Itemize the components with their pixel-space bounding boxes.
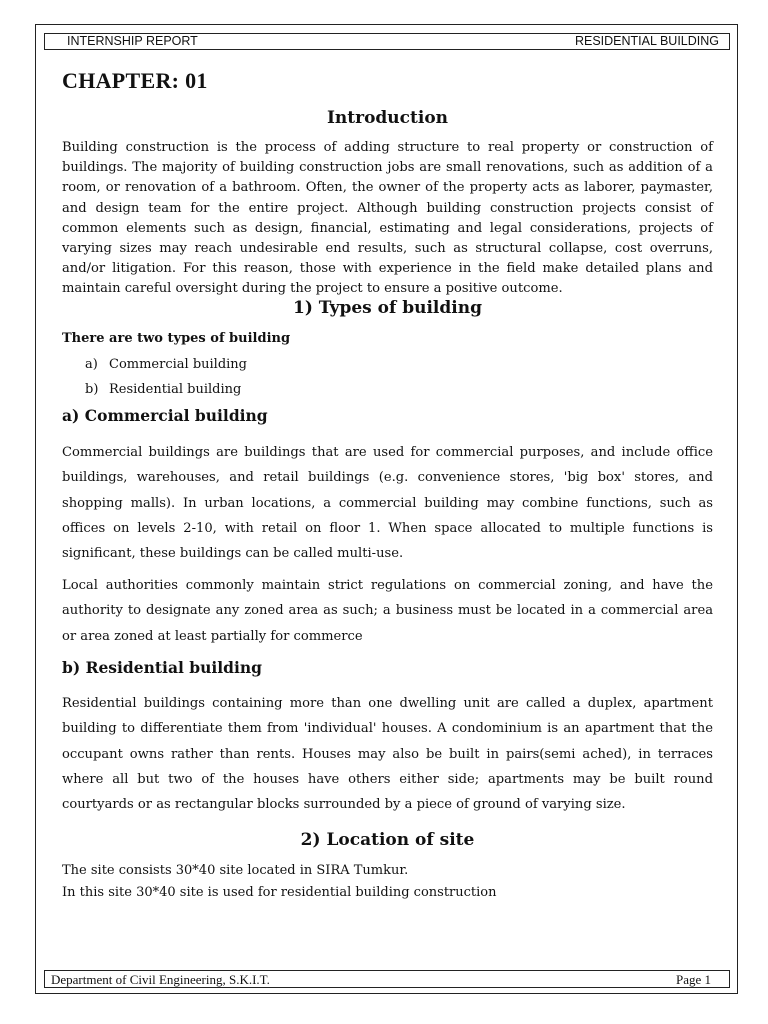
list-item-text: Commercial building — [109, 357, 247, 372]
location-line-2: In this site 30*40 site is used for residential building construction — [62, 885, 497, 900]
list-item — [85, 352, 247, 377]
residential-paragraph: Residential buildings containing more than one dwelling unit are called a duplex, apartment building to differentiate them from 'individual' houses. A condominium is an apartment that the occupant owns rather than rents. Houses may also be built in pairs(semi ached), in terraces where all but two of the houses have others either side; apartments may be built round courtyards or as rectangular blocks surrounded by a piece of ground of varying size. — [62, 696, 713, 813]
location-heading: 2) Location of site — [300, 830, 475, 850]
location-text — [62, 860, 497, 904]
running-header — [44, 33, 730, 50]
residential-heading: b) Residential building — [62, 658, 262, 677]
footer-department: Department of Civil Engineering, S.K.I.T. — [51, 971, 270, 987]
introduction-paragraph: Building construction is the process of adding structure to real property or construction of buildings. The majority of building construction jobs are small renovations, such as addition of a room, or renovation of a bathroom. Often, the owner of the property acts as laborer, paymaster, and design team for the entire project. Although building construction projects consist of common elements such as design, financial, estimating and legal considerations, projects of varying sizes may reach undesirable end results, such as structural collapse, cost overruns, and/or litigation. For this reason, those with experience in the field make detailed plans and maintain careful oversight during the project to ensure a positive outcome. — [62, 140, 713, 297]
types-intro: There are two types of building — [62, 331, 291, 346]
header-left-text: INTERNSHIP REPORT — [67, 34, 198, 49]
types-list — [85, 352, 247, 402]
list-item-label: b) — [85, 382, 99, 397]
list-item-text: Residential building — [109, 382, 242, 397]
types-heading: 1) Types of building — [293, 298, 482, 318]
chapter-title: CHAPTER: 01 — [62, 68, 208, 93]
running-footer — [44, 970, 730, 988]
introduction-heading: Introduction — [326, 108, 449, 128]
list-item-label: a) — [85, 357, 98, 372]
location-line-1: The site consists 30*40 site located in SIRA Tumkur. — [62, 863, 409, 878]
commercial-heading: a) Commercial building — [62, 406, 268, 425]
header-right-text: RESIDENTIAL BUILDING — [574, 34, 719, 49]
commercial-paragraph-1: Commercial buildings are buildings that are used for commercial purposes, and include office buildings, warehouses, and retail buildings (e.g. convenience stores, 'big box' stores, and shopping malls). In urban locations, a commercial building may combine functions, such as offices on levels 2-10, with retail on floor 1. When space allocated to multiple functions is significant, these buildings can be called multi-use. — [62, 445, 713, 562]
page-number: Page 1 — [675, 971, 711, 987]
commercial-paragraph-2: Local authorities commonly maintain strict regulations on commercial zoning, and have the authority to designate any zoned area as such; a business must be located in a commercial area or area zoned at least partially for commerce — [62, 578, 713, 644]
list-item — [85, 377, 247, 402]
